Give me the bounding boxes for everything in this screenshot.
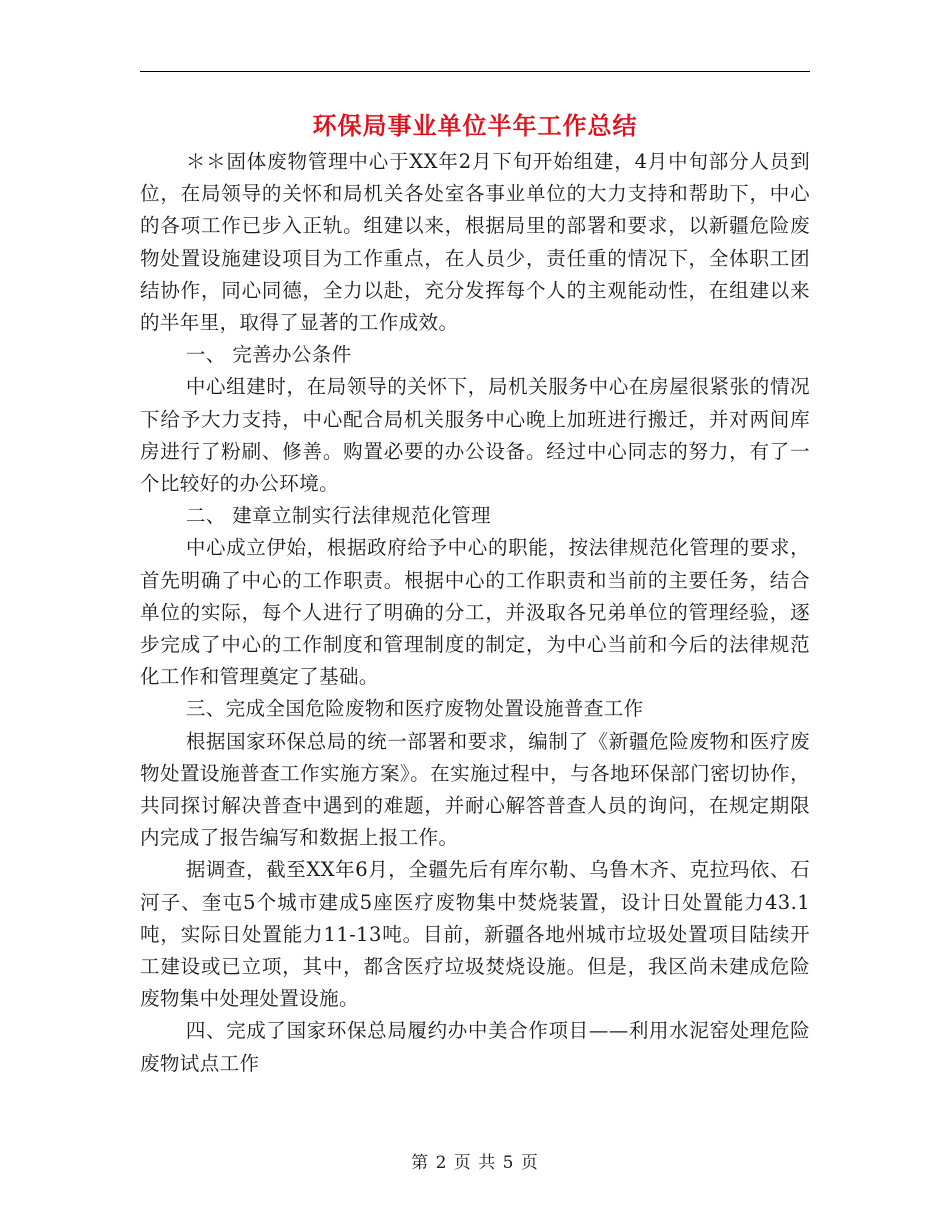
section-paragraph-3b: 据调查，截至XX年6月，全疆先后有库尔勒、乌鲁木齐、克拉玛依、石河子、奎屯5个城市建成5座医疗废物集中焚烧装置，设计日处置能力43.1吨，实际日处置能力11-13吨。目前，新疆各地州城市垃圾处置项目陆续开工建设或已立项，其中，都含医疗垃圾焚烧设施。但是，我区尚未建成危险废物集中处理处置设施。 [140,858,810,1011]
section-paragraph-3: 根据国家环保总局的统一部署和要求，编制了《新疆危险废物和医疗废物处置设施普查工作实施方案》。在实施过程中，与各地环保部门密切协作，共同探讨解决普查中遇到的难题，并耐心解答普查人员的询问，在规定期限内完成了报告编写和数据上报工作。 [140,729,810,850]
section-heading-4: 四、完成了国家环保总局履约办中美合作项目——利用水泥窑处理危险废物试点工作 [140,1019,810,1075]
document-body [140,146,810,1080]
header-rule [140,71,810,72]
section-paragraph-1: 中心组建时，在局领导的关怀下，局机关服务中心在房屋很紧张的情况下给予大力支持，中心配合局机关服务中心晚上加班进行搬迁，并对两间库房进行了粉刷、修善。购置必要的办公设备。经过中心同志的努力，有了一个比较好的办公环境。 [140,375,810,496]
section-heading-3: 三、完成全国危险废物和医疗废物处置设施普查工作 [185,697,644,721]
section-heading-1: 一、 完善办公条件 [185,343,352,367]
page-number-footer: 第 2 页 共 5 页 [411,1153,539,1173]
intro-paragraph: ＊＊固体废物管理中心于XX年2月下旬开始组建，4月中旬部分人员到位，在局领导的关怀和局机关各处室各事业单位的大力支持和帮助下，中心的各项工作已步入正轨。组建以来，根据局里的部署和要求，以新疆危险废物处置设施建设项目为工作重点，在人员少，责任重的情况下，全体职工团结协作，同心同德，全力以赴，充分发挥每个人的主观能动性，在组建以来的半年里，取得了显著的工作成效。 [140,150,810,335]
document-title: 环保局事业单位半年工作总结 [312,111,638,140]
section-heading-2: 二、 建章立制实行法律规范化管理 [185,504,491,528]
section-paragraph-2: 中心成立伊始，根据政府给予中心的职能，按法律规范化管理的要求，首先明确了中心的工作职责。根据中心的工作职责和当前的主要任务，结合单位的实际，每个人进行了明确的分工，并汲取各兄弟单位的管理经验，逐步完成了中心的工作制度和管理制度的制定，为中心当前和今后的法律规范化工作和管理奠定了基础。 [140,536,810,689]
